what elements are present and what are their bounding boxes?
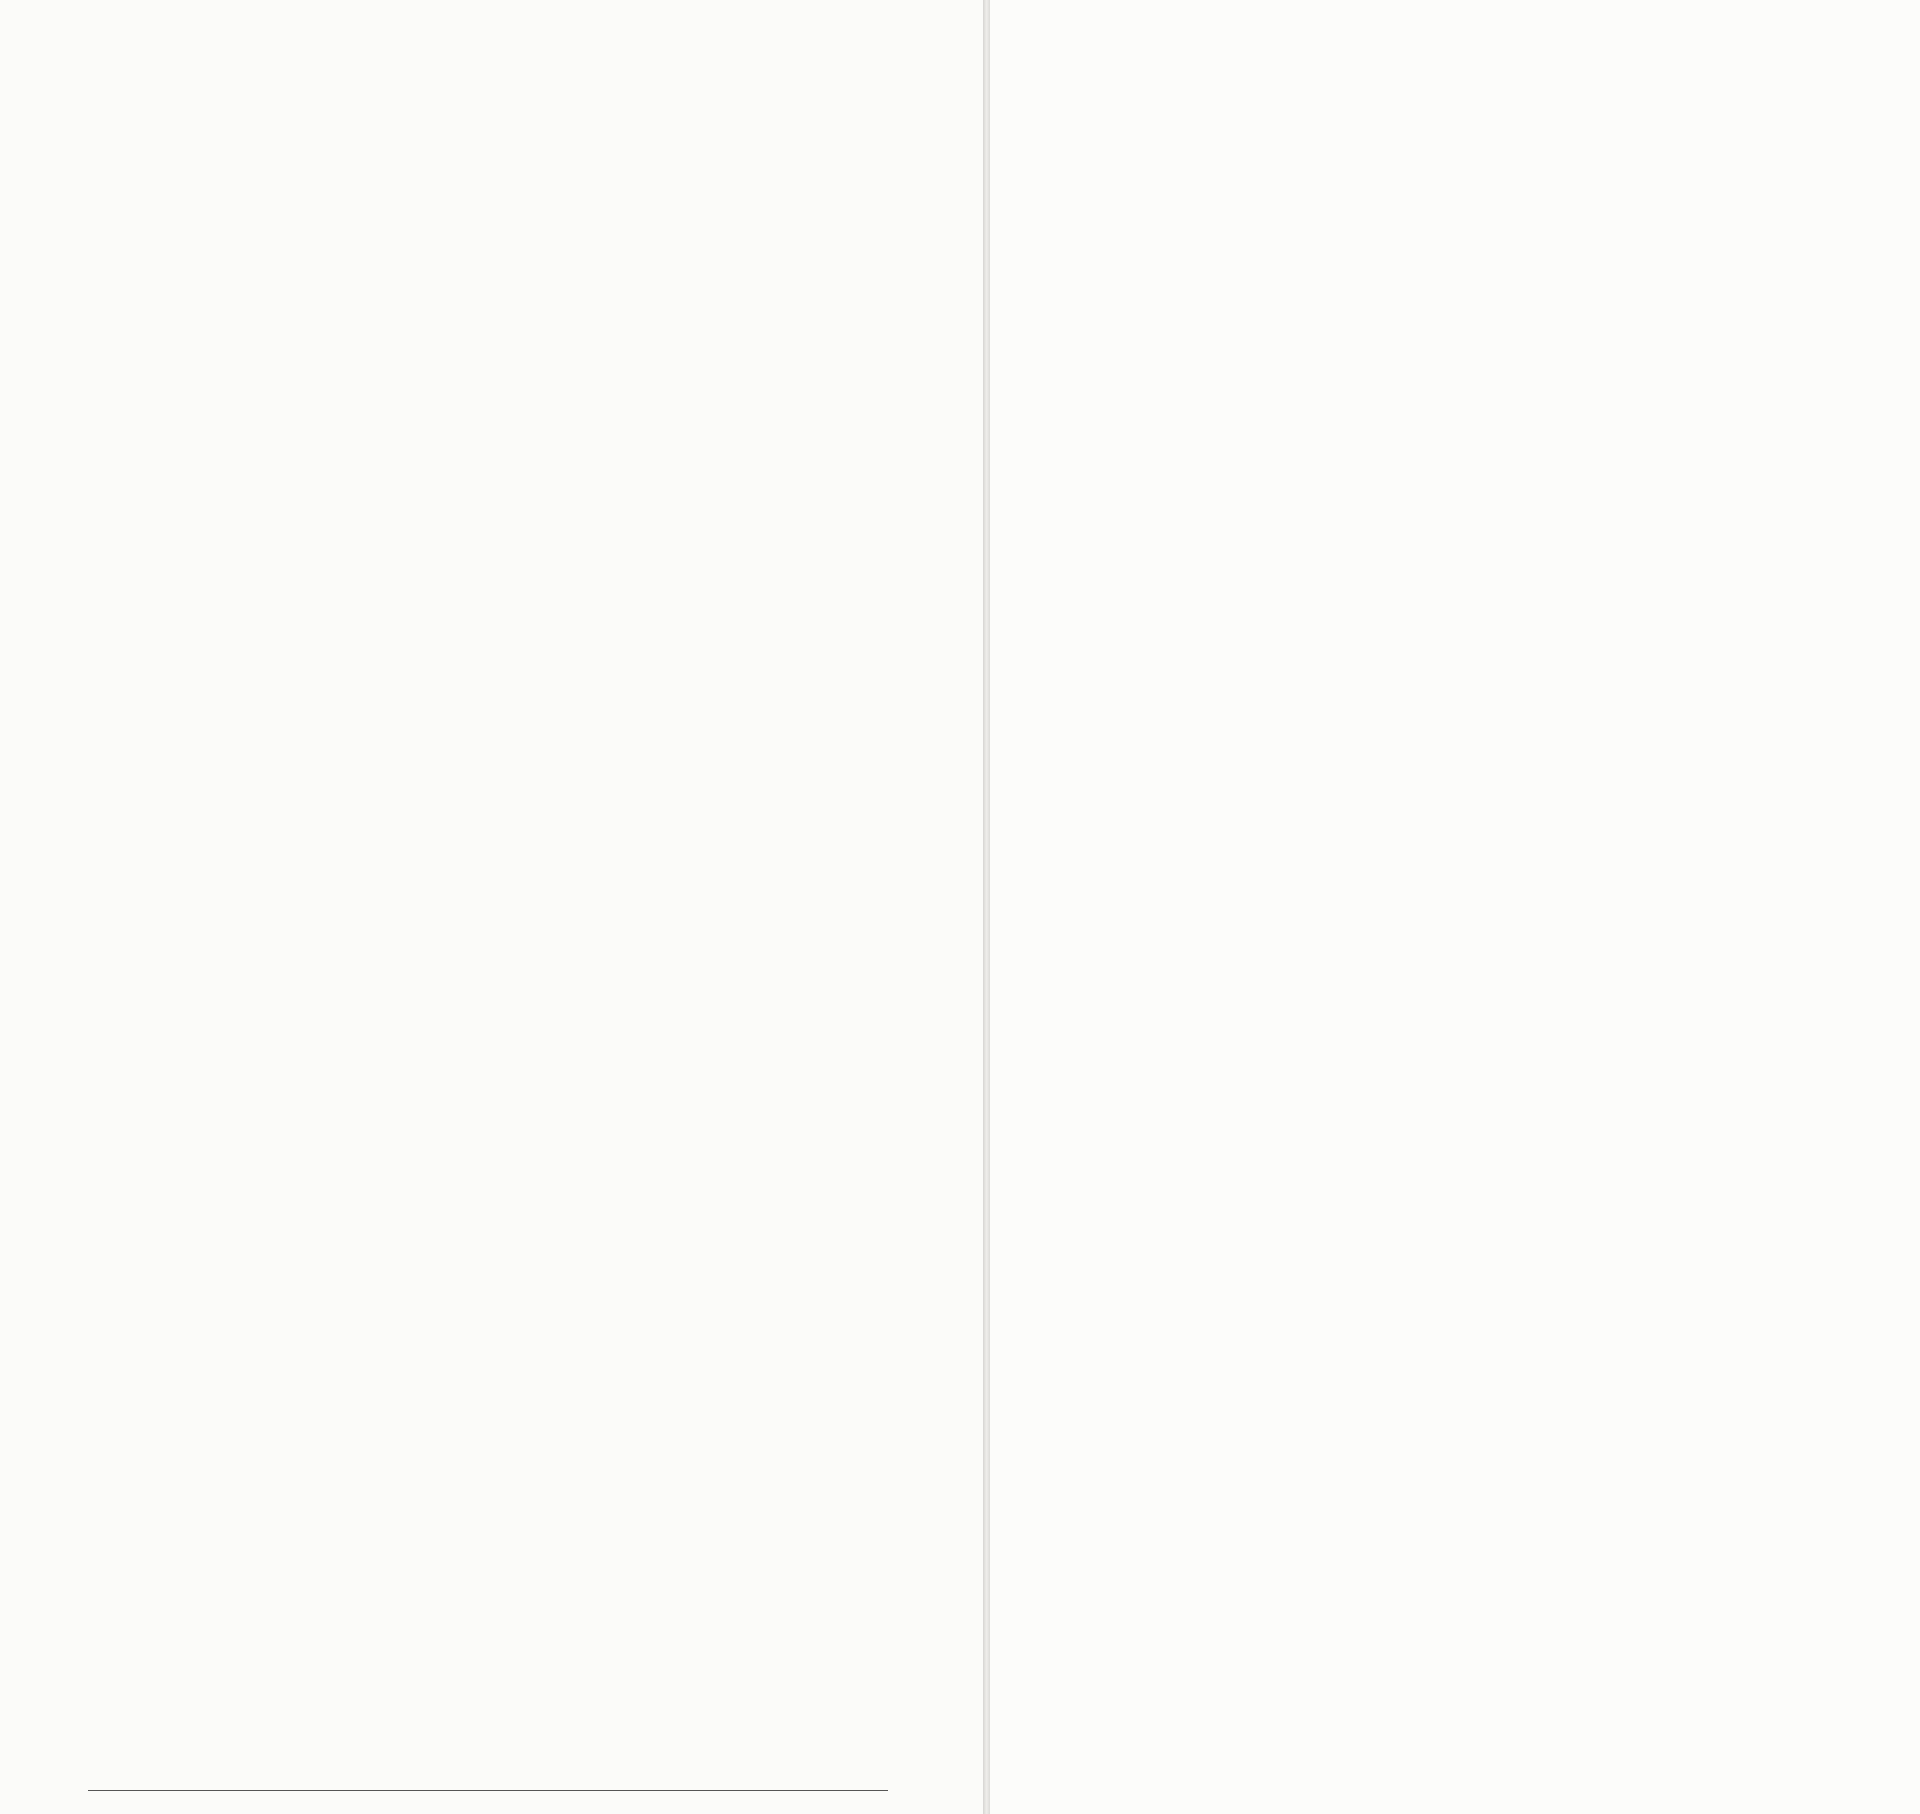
bottom-divider xyxy=(88,1790,888,1791)
right-page xyxy=(990,0,1920,1814)
page-fold xyxy=(983,0,990,1814)
